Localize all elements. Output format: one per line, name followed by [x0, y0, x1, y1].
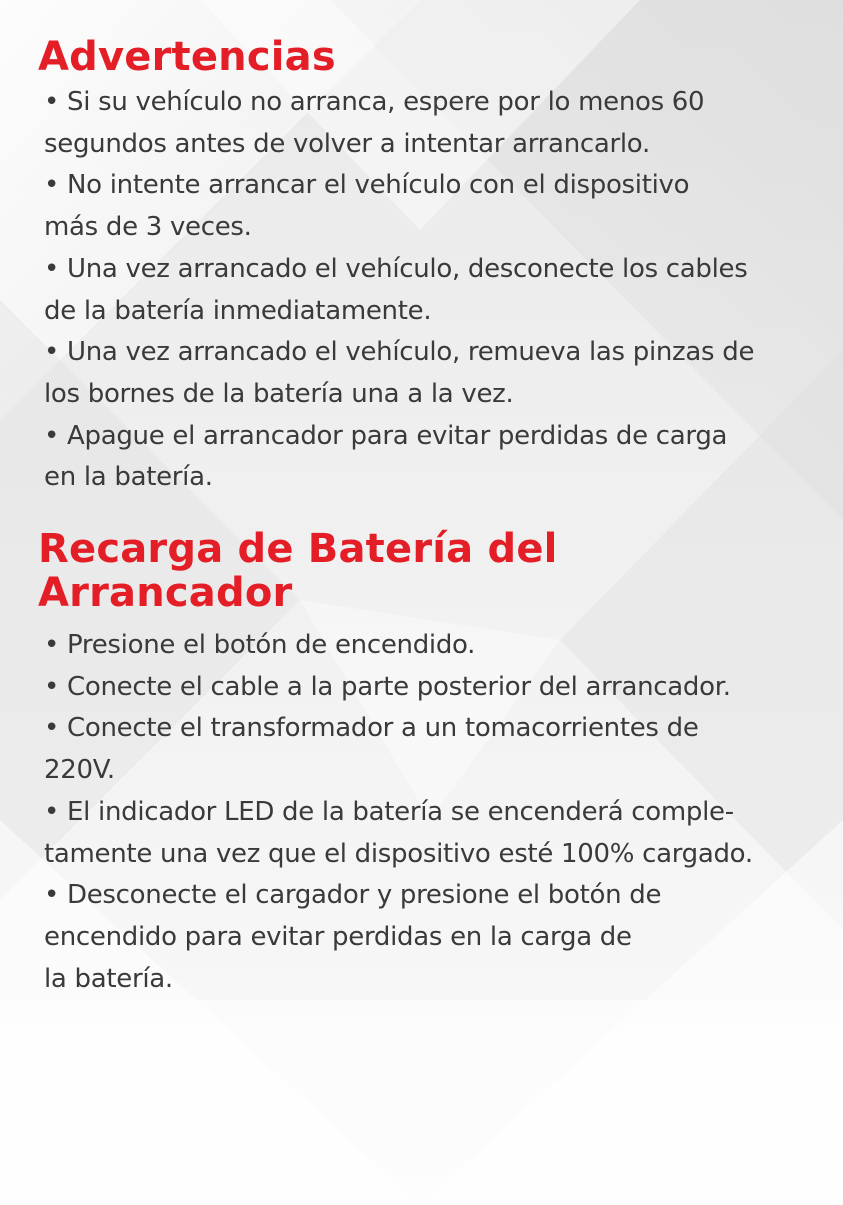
list-item: • Conecte el transformador a un tomacorrientes de 220V.	[44, 713, 699, 786]
list-item: • Apague el arrancador para evitar perdidas de carga en la batería.	[44, 420, 728, 493]
list-item: • Desconecte el cargador y presione el botón de encendido para evitar perdidas en la carga de la batería.	[44, 880, 662, 994]
advertencias-list	[44, 82, 828, 499]
list-item: • Si su vehículo no arranca, espere por lo menos 60 segundos antes de volver a intentar arrancarlo.	[44, 87, 705, 159]
document-content	[38, 36, 828, 1000]
list-item: • El indicador LED de la batería se encenderá comple- tamente una vez que el dispositivo esté 100% cargado.	[44, 796, 753, 869]
list-item: • Conecte el cable a la parte posterior del arrancador.	[44, 671, 731, 702]
list-item: • No intente arrancar el vehículo con el dispositivo más de 3 veces.	[44, 170, 690, 243]
list-item: • Una vez arrancado el vehículo, desconecte los cables de la batería inmediatamente.	[44, 253, 748, 326]
list-item: • Una vez arrancado el vehículo, remueva las pinzas de los bornes de la batería una a la vez.	[44, 337, 755, 409]
recarga-list	[44, 625, 828, 1000]
section-heading-recarga: Recarga de Batería del Arrancador	[38, 526, 558, 617]
section-heading-advertencias: Advertencias	[38, 34, 336, 80]
list-item: • Presione el botón de encendido.	[44, 630, 476, 661]
